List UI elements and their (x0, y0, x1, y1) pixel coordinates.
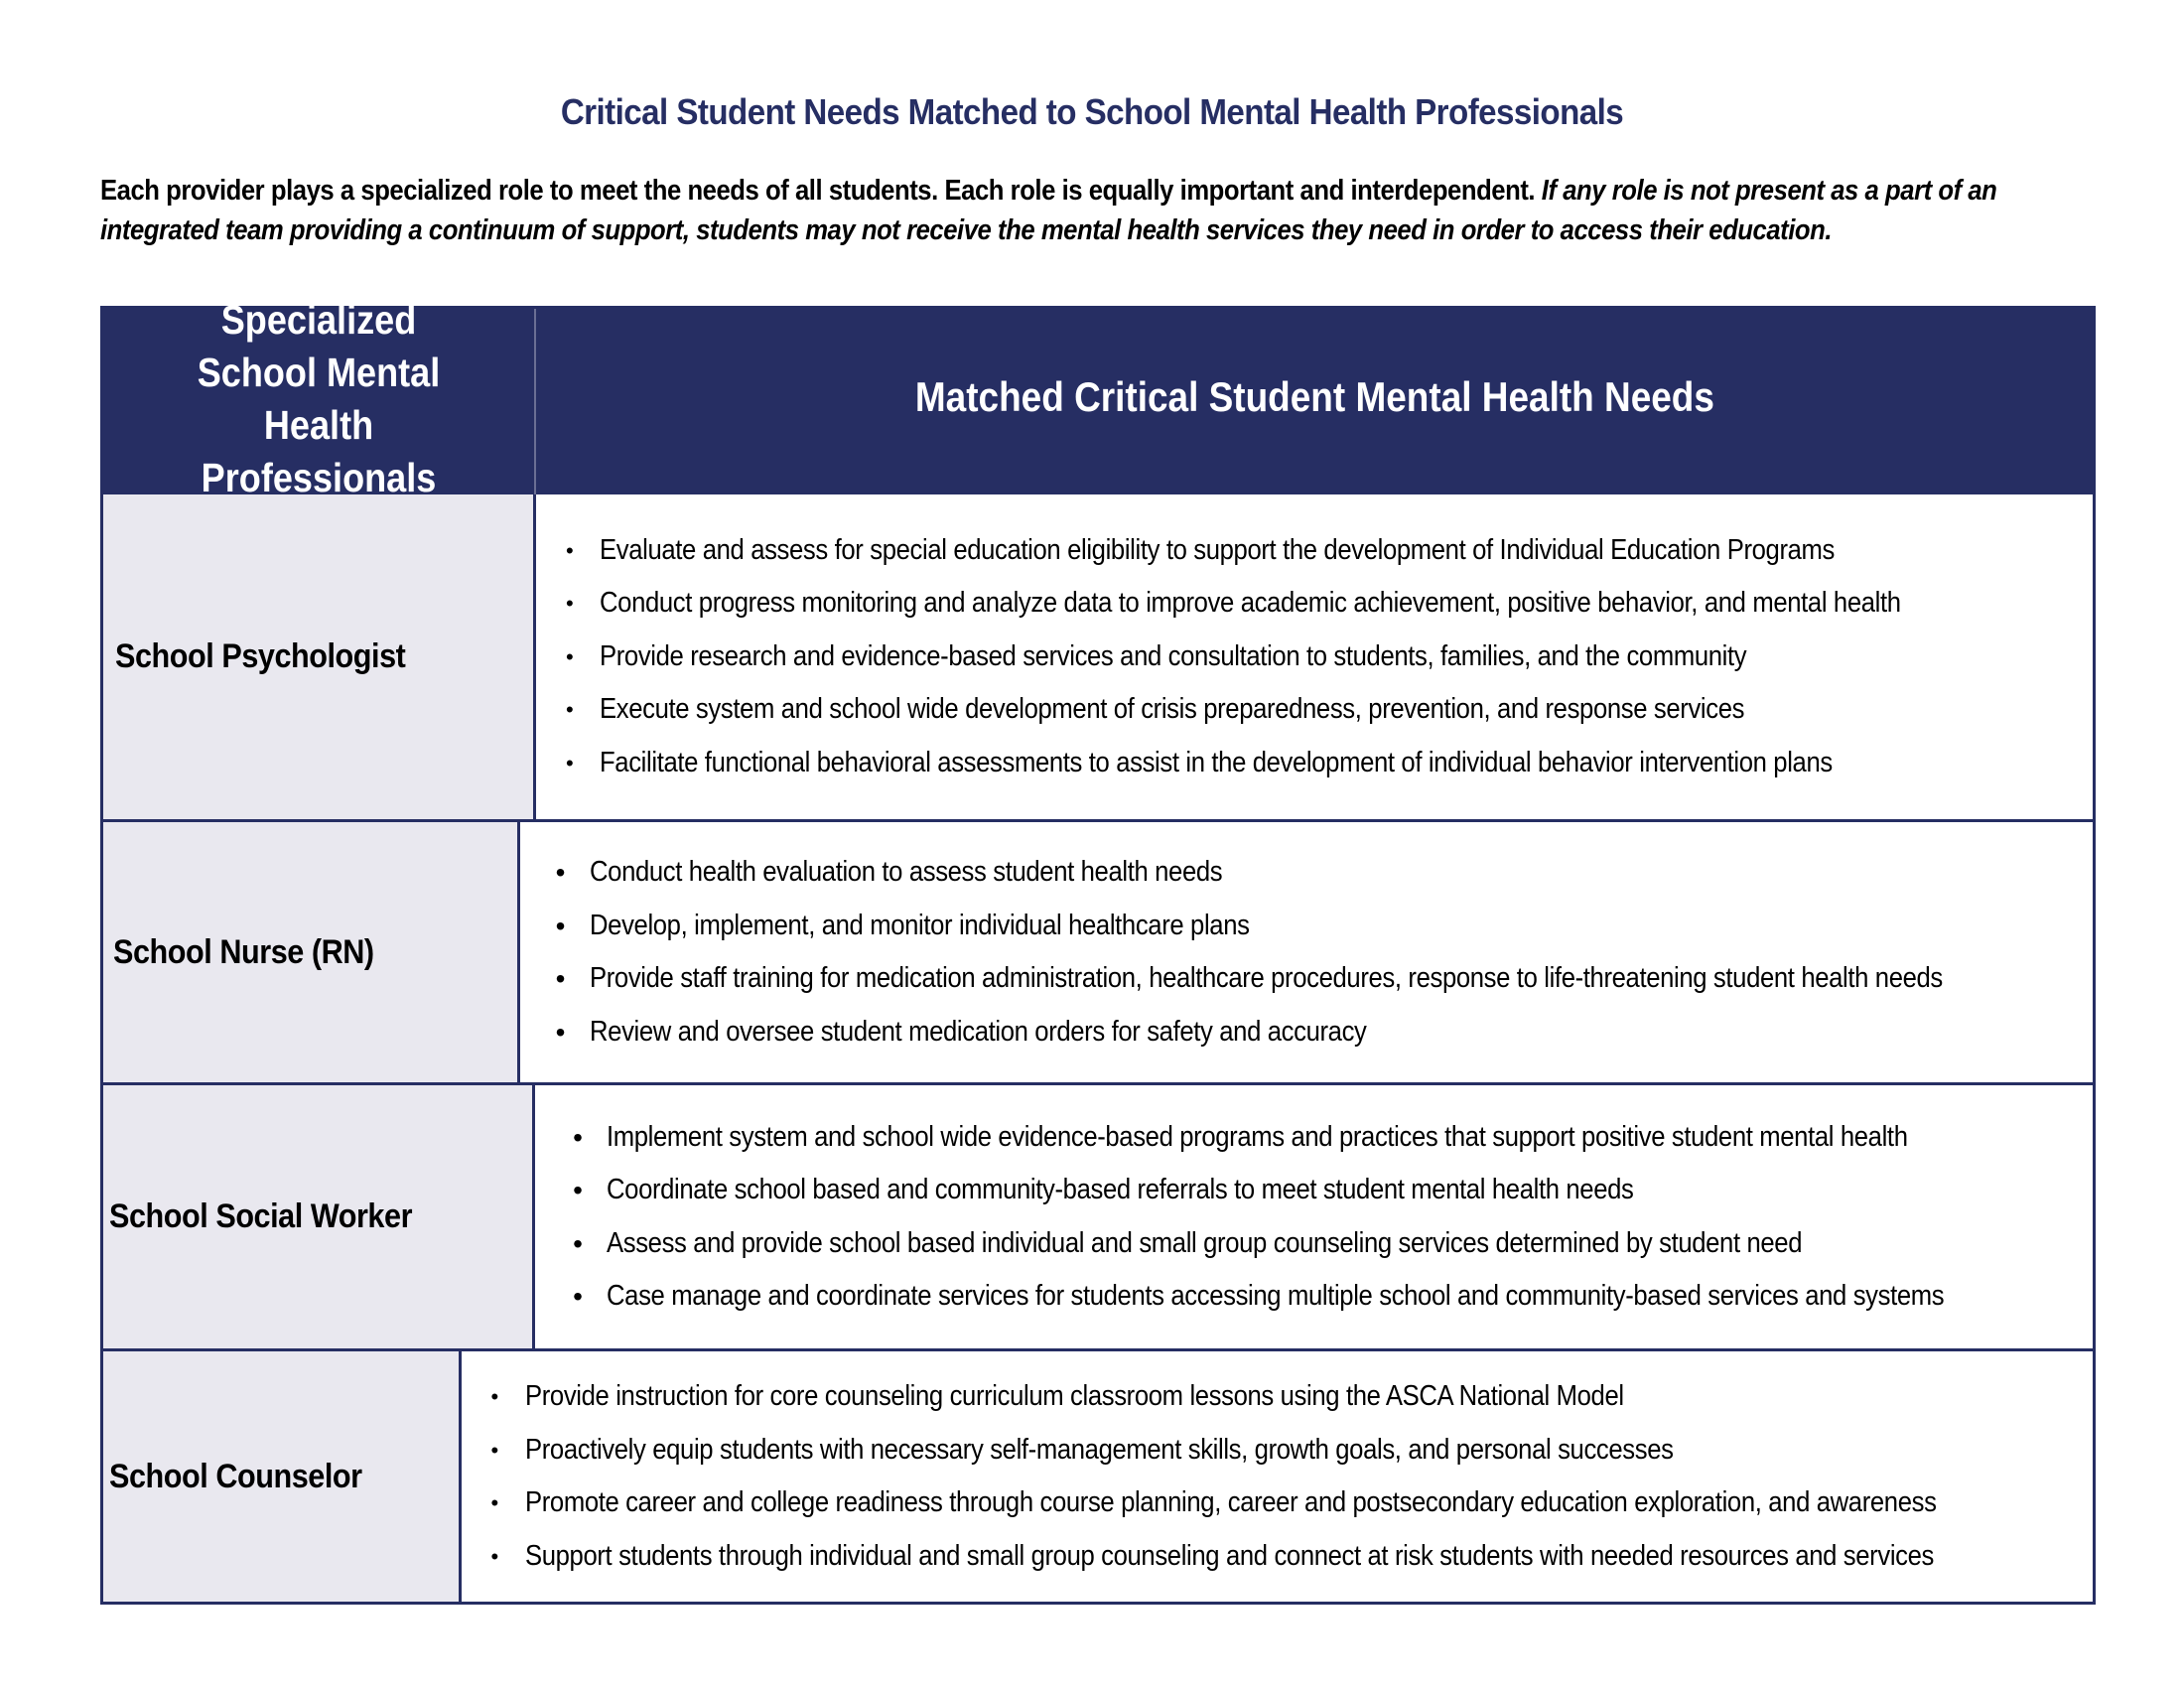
professional-name: School Social Worker (109, 1197, 413, 1235)
need-text: Proactively equip students with necessary self-management skills, growth goals, and personal successes (524, 1433, 1674, 1466)
need-text: Facilitate functional behavioral assessments to assist in the development of individual behavior intervention plans (600, 746, 1833, 778)
need-text: Coordinate school based and community-based referrals to meet student mental health needs (607, 1174, 1634, 1205)
need-text: Provide staff training for medication administration, healthcare procedures, response to life-threatening student health needs (589, 962, 1943, 994)
professional-cell (103, 822, 520, 1082)
bullet-icon: • (490, 1437, 498, 1463)
needs-list (491, 1370, 2094, 1583)
need-text: Provide research and evidence-based services and consultation to students, families, and the community (600, 639, 1747, 672)
need-text: Provide instruction for core counseling curriculum classroom lessons using the ASCA National Model (524, 1380, 1624, 1412)
list-item (491, 1370, 2094, 1424)
needs-list (556, 846, 2093, 1058)
header-professionals-label: Specialized School Mental Health Professionals (197, 296, 441, 500)
bullet-icon: • (573, 1281, 583, 1312)
bullet-icon: • (566, 643, 574, 669)
list-item (573, 1164, 2093, 1217)
needs-list (566, 524, 2093, 790)
list-item (573, 1270, 2093, 1324)
intro-italic-text: If any role is not present as a part of an (1541, 175, 1997, 207)
table-row (103, 1082, 2093, 1348)
professional-name: School Nurse (RN) (113, 932, 374, 971)
intro-paragraph (100, 171, 1997, 250)
list-item (491, 1477, 2094, 1530)
intro-line-1 (100, 171, 1997, 211)
list-item (491, 1424, 2094, 1477)
professional-cell (103, 1085, 535, 1348)
bullet-icon: • (566, 697, 574, 723)
list-item (566, 683, 2093, 737)
bullet-icon: • (490, 1543, 498, 1569)
list-item (573, 1217, 2093, 1271)
bullet-icon: • (566, 591, 574, 617)
table-body (103, 494, 2093, 1602)
header-professionals (103, 296, 536, 500)
list-item (573, 1111, 2093, 1165)
needs-cell (536, 494, 2093, 819)
need-text: Assess and provide school based individual and small group counseling services determined by student need (607, 1226, 1803, 1259)
professional-name: School Counselor (109, 1457, 362, 1495)
document-title: Critical Student Needs Matched to School Mental Health Professionals (560, 91, 1624, 132)
need-text: Implement system and school wide evidence-based programs and practices that support positive student mental health (607, 1120, 1908, 1153)
table-row (103, 494, 2093, 819)
bullet-icon: • (555, 1016, 566, 1048)
bullet-icon: • (566, 750, 574, 775)
needs-table (100, 296, 2096, 1605)
need-text: Promote career and college readiness through course planning, career and postsecondary education exploration, and awareness (524, 1486, 1937, 1518)
bullet-icon: • (566, 537, 574, 563)
need-text: Execute system and school wide development of crisis preparedness, prevention, and response services (600, 693, 1745, 726)
list-item (556, 900, 2093, 953)
list-item (556, 1006, 2093, 1059)
table-row (103, 819, 2093, 1082)
bullet-icon: • (573, 1175, 583, 1205)
list-item (566, 737, 2093, 790)
bullet-icon: • (555, 963, 566, 994)
list-item (491, 1530, 2094, 1584)
bullet-icon: • (555, 910, 566, 941)
professional-name: School Psychologist (115, 637, 406, 675)
list-item (556, 952, 2093, 1006)
table-row (103, 1348, 2093, 1602)
intro-line-2: integrated team providing a continuum of support, students may not receive the mental health services they need in order to access their education. (100, 214, 1833, 246)
needs-cell (535, 1085, 2093, 1348)
header-needs-label: Matched Critical Student Mental Health Needs (914, 372, 1714, 420)
table-header (103, 296, 2093, 500)
bullet-icon: • (490, 1384, 498, 1409)
need-text: Evaluate and assess for special education eligibility to support the development of Individual Education Programs (600, 533, 1836, 566)
list-item (566, 524, 2093, 578)
bullet-icon: • (573, 1121, 583, 1153)
header-needs (536, 309, 2093, 494)
need-text: Case manage and coordinate services for students accessing multiple school and community-based services and systems (607, 1280, 1945, 1312)
bullet-icon: • (490, 1490, 498, 1515)
list-item (566, 631, 2093, 684)
intro-regular-text: Each provider plays a specialized role to meet the needs of all students. Each role is equally important and interdependent. (100, 175, 1542, 207)
needs-list (573, 1111, 2093, 1324)
list-item (566, 577, 2093, 631)
bullet-icon: • (555, 857, 566, 888)
need-text: Conduct health evaluation to assess student health needs (589, 856, 1222, 888)
need-text: Conduct progress monitoring and analyze data to improve academic achievement, positive behavior, and mental health (600, 587, 1901, 620)
list-item (556, 846, 2093, 900)
need-text: Support students through individual and small group counseling and connect at risk students with needed resources and services (524, 1539, 1934, 1572)
professional-cell (103, 494, 536, 819)
need-text: Review and oversee student medication orders for safety and accuracy (589, 1015, 1367, 1048)
need-text: Develop, implement, and monitor individual healthcare plans (589, 909, 1250, 941)
needs-cell (462, 1351, 2094, 1602)
needs-cell (520, 822, 2093, 1082)
bullet-icon: • (573, 1227, 583, 1259)
professional-cell (103, 1351, 462, 1602)
